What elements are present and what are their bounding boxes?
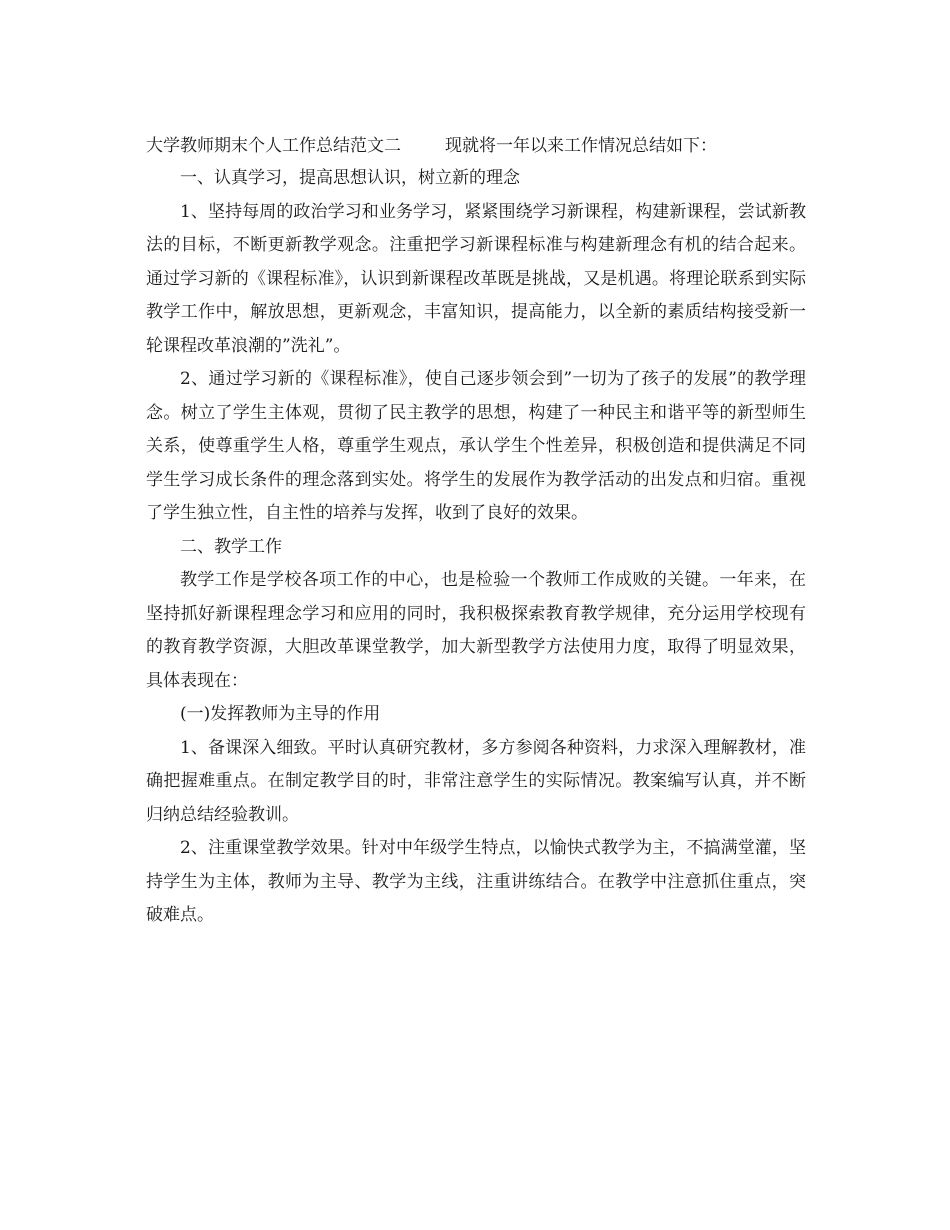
paragraph-4: 1、备课深入细致。平时认真研究教材，多方参阅各种资料，力求深入理解教材，准确把握难重点。在制定教学目的时，非常注意学生的实际情况。教案编写认真，并不断归纳总结经验教训。 xyxy=(146,737,806,825)
subsection-1-heading: (一)发挥教师为主导的作用 xyxy=(180,704,381,724)
document-intro: 现就将一年以来工作情况总结如下： xyxy=(445,136,717,156)
paragraph-5: 2、注重课堂教学效果。针对中年级学生特点，以愉快式教学为主，不搞满堂灌，坚持学生为主体，教师为主导、教学为主线，注重讲练结合。在教学中注意抓住重点，突破难点。 xyxy=(146,838,806,925)
paragraph-2: 2、通过学习新的《课程标准》，使自己逐步领会到”一切为了孩子的发展”的教学理念。树立了学生主体观，贯彻了民主教学的思想，构建了一种民主和谐平等的新型师生关系，使尊重学生人格，尊重学生观点，承认学生个性差异，积极创造和提供满足不同学生学习成长条件的理念落到实处。将学生的发展作为教学活动的出发点和归宿。重视了学生独立性，自主性的培养与发挥，收到了良好的效果。 xyxy=(146,369,806,523)
paragraph-1: 1、坚持每周的政治学习和业务学习，紧紧围绕学习新课程，构建新课程，尝试新教法的目标，不断更新教学观念。注重把学习新课程标准与构建新理念有机的结合起来。通过学习新的《课程标准》，认识到新课程改革既是挑战，又是机遇。将理论联系到实际教学工作中，解放思想，更新观念，丰富知识，提高能力，以全新的素质结构接受新一轮课程改革浪潮的”洗礼”。 xyxy=(146,201,806,356)
document-body xyxy=(146,130,806,933)
document-title: 大学教师期末个人工作总结范文二 xyxy=(146,136,401,156)
paragraph-3: 教学工作是学校各项工作的中心，也是检验一个教师工作成败的关键。一年来，在坚持抓好新课程理念学习和应用的同时，我积极探索教育教学规律，充分运用学校现有的教育教学资源，大胆改革课堂教学，加大新型教学方法使用力度，取得了明显效果，具体表现在： xyxy=(146,570,806,691)
section-2-heading: 二、教学工作 xyxy=(180,536,282,557)
section-1-heading: 一、认真学习，提高思想认识，树立新的理念 xyxy=(180,168,520,188)
title-line xyxy=(146,130,806,162)
